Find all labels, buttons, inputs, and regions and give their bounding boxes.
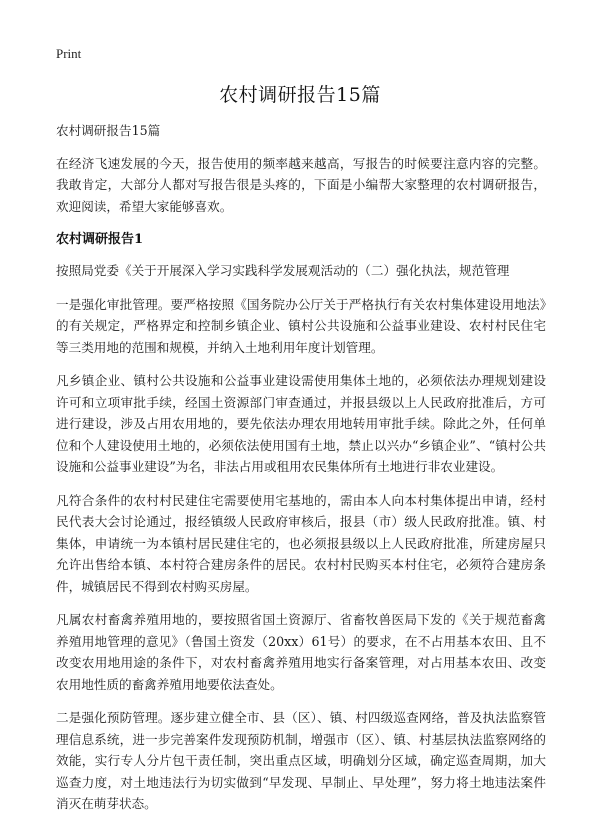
intro-paragraph: 在经济飞速发展的今天，报告使用的频率越来越高，写报告的时候要注意内容的完整。我敢肯定，大部分人都对写报告很是头疼的，下面是小编帮大家整理的农村调研报告，欢迎阅读，希望大家能够喜欢。 — [56, 155, 546, 214]
document-subtitle: 农村调研报告15篇 — [56, 123, 161, 138]
paragraph: 按照局党委《关于开展深入学习实践科学发展观活动的（二）强化执法，规范管理 — [56, 263, 510, 278]
paragraph: 一是强化审批管理。要严格按照《国务院办公厅关于严格执行有关农村集体建设用地法》的有关规定，严格界定和控制乡镇企业、镇村公共设施和公益事业建设、农村村民住宅等三类用地的范围和规模，并纳入土地利用年度计划管理。 — [56, 296, 546, 355]
paragraph: 凡符合条件的农村村民建住宅需要使用宅基地的，需由本人向本村集体提出申请，经村民代表大会讨论通过，报经镇级人民政府审核后，报县（市）级人民政府批准。镇、村集体，申请统一为本镇村居民建住宅的，也必须报县级以上人民政府批准，所建房屋只允许出售给本镇、本村符合建房条件的居民。农村村民购买本村住宅，必须符合建房条件，城镇居民不得到农村购买房屋。 — [56, 492, 546, 594]
section-heading: 农村调研报告1 — [56, 232, 144, 247]
article-body — [56, 120, 546, 827]
paragraph: 凡属农村畜禽养殖用地的，要按照省国土资源厅、省畜牧兽医局下发的《关于规范畜禽养殖用地管理的意见》（鲁国土资发（20xx）61号）的要求，在不占用基本农田、且不改变农用地用途的条件下，对农村畜禽养殖用地实行备案管理，对占用基本农田、改变农用地性质的畜禽养殖用地要依法查处。 — [56, 612, 546, 692]
print-link[interactable]: Print — [56, 46, 82, 61]
page-title: 农村调研报告15篇 — [219, 84, 381, 106]
paragraph: 二是强化预防管理。逐步建立健全市、县（区）、镇、村四级巡查网络，普及执法监察管理信息系统，进一步完善案件发现预防机制，增强市（区）、镇、村基层执法监察网络的效能，实行专人分片包干责任制，突出重点区域，明确划分区域，确定巡查周期，加大巡查力度，对土地违法行为切实做到“早发现、早制止、早处理”，努力将土地违法案件消灭在萌芽状态。 — [56, 710, 546, 811]
paragraph: 凡乡镇企业、镇村公共设施和公益事业建设需使用集体土地的，必须依法办理规划建设许可和立项审批手续，经国土资源部门审查通过，并报县级以上人民政府批准后，方可进行建设，涉及占用农用地的，要先依法办理农用地转用审批手续。除此之外，任何单位和个人建设使用土地的，必须依法使用国有土地，禁止以兴办“乡镇企业”、“镇村公共设施和公益事业建设”为名，非法占用或租用农民集体所有土地进行非农业建设。 — [56, 373, 546, 474]
